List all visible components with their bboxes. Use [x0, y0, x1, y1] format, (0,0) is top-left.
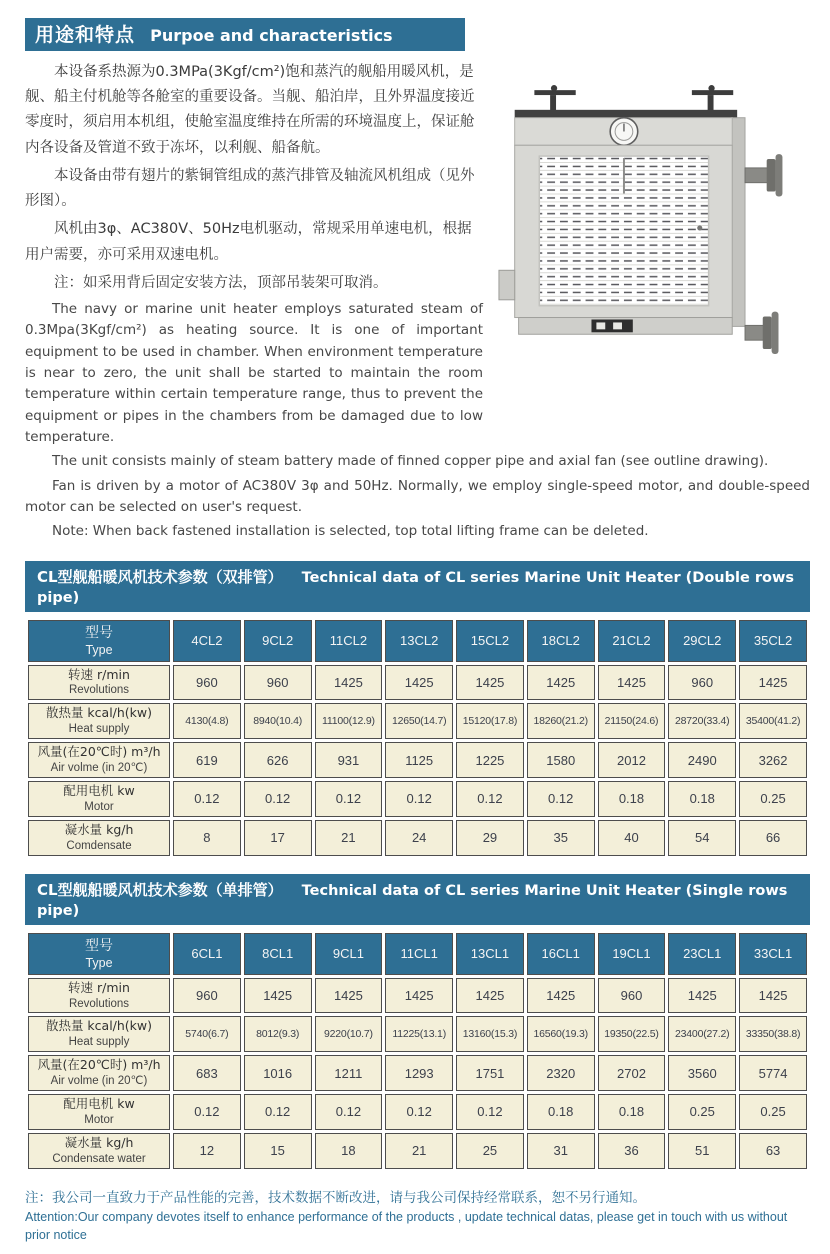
value-cell: 619: [173, 742, 241, 778]
value-cell: 1425: [456, 665, 524, 701]
value-cell: 0.12: [527, 781, 595, 817]
table-title-en: Technical data of CL series Marine Unit Heater (Double rows pipe): [37, 569, 794, 606]
value-cell: 2490: [668, 742, 736, 778]
model-header-cell: 6CL1: [173, 933, 241, 975]
value-cell: 960: [598, 978, 666, 1014]
value-cell: 28720(33.4): [668, 703, 736, 739]
value-cell: 0.25: [739, 781, 807, 817]
value-cell: 18260(21.2): [527, 703, 595, 739]
intro-paragraph-zh-4: 注：如采用背后固定安装方法，顶部吊装架可取消。: [54, 274, 388, 291]
value-cell: 8940(10.4): [244, 703, 312, 739]
type-header-zh: 型号: [85, 624, 113, 641]
value-cell: 12: [173, 1133, 241, 1169]
row-label-en: Motor: [84, 800, 114, 813]
value-cell: 0.12: [385, 1094, 453, 1130]
value-cell: 15120(17.8): [456, 703, 524, 739]
row-label-cell: [28, 703, 170, 739]
value-cell: 66: [739, 820, 807, 856]
footer-note-en: Attention:Our company devotes itself to enhance performance of the products , update technical datas, please get in touch with us without prior notice: [25, 1209, 788, 1243]
value-cell: 1225: [456, 742, 524, 778]
model-header-cell: 8CL1: [244, 933, 312, 975]
value-cell: 0.18: [668, 781, 736, 817]
value-cell: 25: [456, 1133, 524, 1169]
value-cell: 0.18: [598, 781, 666, 817]
value-cell: 1425: [527, 665, 595, 701]
value-cell: 63: [739, 1133, 807, 1169]
model-header-cell: 9CL1: [315, 933, 383, 975]
value-cell: 11225(13.1): [385, 1016, 453, 1052]
model-header-cell: 33CL1: [739, 933, 807, 975]
table-title-en: Technical data of CL series Marine Unit Heater (Single rows pipe): [37, 882, 788, 919]
value-cell: 1293: [385, 1055, 453, 1091]
value-cell: 29: [456, 820, 524, 856]
value-cell: 3262: [739, 742, 807, 778]
marine-unit-heater-drawing: [495, 60, 810, 390]
type-header-cell: [28, 620, 170, 662]
row-label-en: Heat supply: [68, 1036, 130, 1049]
row-label-en: Condensate water: [52, 1152, 146, 1165]
value-cell: 1425: [527, 978, 595, 1014]
value-cell: 36: [598, 1133, 666, 1169]
row-label-cell: [28, 820, 170, 856]
value-cell: 8012(9.3): [244, 1016, 312, 1052]
row-label-cell: [28, 1094, 170, 1130]
intro-paragraph-zh-3: 风机由3φ、AC380V、50Hz电机驱动，常规采用单速电机，根据用户需要，亦可采用双速电机。: [25, 221, 472, 263]
intro-paragraph-en-4: Note: When back fastened installation is selected, top total lifting frame can be deleted.: [52, 523, 649, 540]
value-cell: 15: [244, 1133, 312, 1169]
model-header-cell: 21CL2: [598, 620, 666, 662]
value-cell: 0.12: [385, 781, 453, 817]
page-title-zh: 用途和特点: [35, 24, 136, 46]
table-section-single-rows: [25, 874, 810, 1172]
spec-table-single-rows: [25, 930, 810, 1172]
value-cell: 0.12: [244, 1094, 312, 1130]
value-cell: 0.12: [456, 1094, 524, 1130]
value-cell: 1425: [598, 665, 666, 701]
footer-note-zh: 注：我公司一直致力于产品性能的完善，技术数据不断改进，请与我公司保持经常联系，恕不另行通知。: [25, 1189, 646, 1206]
value-cell: 21150(24.6): [598, 703, 666, 739]
intro-paragraph-en-3: Fan is driven by a motor of AC380V 3φ and 50Hz. Normally, we employ single-speed motor, and double-speed motor can be selected on user's request.: [25, 477, 810, 515]
table-title-single-rows: [25, 874, 810, 925]
model-header-cell: 19CL1: [598, 933, 666, 975]
value-cell: 1425: [244, 978, 312, 1014]
value-cell: 0.12: [456, 781, 524, 817]
intro-paragraph-zh-2: 本设备由带有翅片的紫铜管组成的蒸汽排管及轴流风机组成（见外形图）。: [25, 167, 475, 210]
row-label-zh: 凝水量 kg/h: [64, 1134, 134, 1150]
value-cell: 0.18: [598, 1094, 666, 1130]
row-label-zh: 转速 r/min: [68, 666, 130, 682]
type-header-cell: [28, 933, 170, 975]
value-cell: 0.25: [668, 1094, 736, 1130]
model-header-cell: 11CL2: [315, 620, 383, 662]
row-label-en: Comdensate: [66, 839, 132, 852]
row-label-en: Air volme (in 20℃): [50, 1075, 148, 1088]
row-label-cell: [28, 1055, 170, 1091]
value-cell: 3560: [668, 1055, 736, 1091]
row-label-zh: 配用电机 kw: [63, 783, 135, 799]
value-cell: 8: [173, 820, 241, 856]
value-cell: 0.12: [173, 1094, 241, 1130]
page-title-en: Purpoe and characteristics: [150, 26, 393, 45]
value-cell: 1425: [385, 978, 453, 1014]
value-cell: 1425: [456, 978, 524, 1014]
value-cell: 1425: [385, 665, 453, 701]
value-cell: 18: [315, 1133, 383, 1169]
value-cell: 1425: [739, 665, 807, 701]
model-header-cell: 29CL2: [668, 620, 736, 662]
model-header-cell: 16CL1: [527, 933, 595, 975]
value-cell: 31: [527, 1133, 595, 1169]
row-label-cell: [28, 665, 170, 701]
value-cell: 5740(6.7): [173, 1016, 241, 1052]
model-header-cell: 23CL1: [668, 933, 736, 975]
model-header-cell: 15CL2: [456, 620, 524, 662]
value-cell: 54: [668, 820, 736, 856]
row-label-en: Revolutions: [68, 684, 130, 697]
value-cell: 13160(15.3): [456, 1016, 524, 1052]
value-cell: 1425: [315, 665, 383, 701]
row-label-zh: 散热量 kcal/h(kw): [45, 705, 153, 721]
model-header-cell: 18CL2: [527, 620, 595, 662]
value-cell: 1211: [315, 1055, 383, 1091]
value-cell: 40: [598, 820, 666, 856]
intro-paragraph-en-1: The navy or marine unit heater employs saturated steam of 0.3Mpa(3Kgf/cm²) as heating source. It is one of important equipment to be used in chamber. When environment temperature is near to zero, the unit shall be started to maintain the room temperature within certain temperature range, thus to prevent the equipment or pipes in the chambers from be damaged due to low temperature.: [25, 300, 483, 445]
model-header-cell: 11CL1: [385, 933, 453, 975]
value-cell: 51: [668, 1133, 736, 1169]
row-label-zh: 散热量 kcal/h(kw): [45, 1018, 153, 1034]
value-cell: 33350(38.8): [739, 1016, 807, 1052]
value-cell: 17: [244, 820, 312, 856]
value-cell: 24: [385, 820, 453, 856]
row-label-zh: 风量(在20℃时) m³/h: [37, 1057, 161, 1073]
value-cell: 683: [173, 1055, 241, 1091]
intro-paragraph-zh-1: 本设备系热源为0.3MPa(3Kgf/cm²)饱和蒸汽的舰船用暖风机，是舰、船主付机舱等各舱室的重要设备。当舰、船泊岸，且外界温度接近零度时，须启用本机组，使舱室温度维持在所需的环境温度上，保证舱内各设备及管道不致于冻坏，以利舰、船备航。: [25, 64, 475, 156]
value-cell: 19350(22.5): [598, 1016, 666, 1052]
value-cell: 960: [173, 978, 241, 1014]
row-label-cell: [28, 781, 170, 817]
value-cell: 626: [244, 742, 312, 778]
model-header-cell: 35CL2: [739, 620, 807, 662]
table-title-zh: CL型舰船暖风机技术参数（双排管）: [37, 567, 283, 586]
row-label-zh: 风量(在20℃时) m³/h: [37, 744, 161, 760]
value-cell: 1580: [527, 742, 595, 778]
product-photo: [495, 60, 810, 402]
value-cell: 2012: [598, 742, 666, 778]
model-header-cell: 4CL2: [173, 620, 241, 662]
value-cell: 16560(19.3): [527, 1016, 595, 1052]
row-label-en: Heat supply: [68, 723, 130, 736]
row-label-cell: [28, 978, 170, 1014]
value-cell: 0.12: [244, 781, 312, 817]
type-header-en: Type: [85, 955, 113, 970]
value-cell: 5774: [739, 1055, 807, 1091]
value-cell: 21: [315, 820, 383, 856]
value-cell: 2320: [527, 1055, 595, 1091]
value-cell: 9220(10.7): [315, 1016, 383, 1052]
intro-paragraph-en-2: The unit consists mainly of steam battery made of finned copper pipe and axial fan (see outline drawing).: [52, 453, 769, 470]
value-cell: 23400(27.2): [668, 1016, 736, 1052]
row-label-en: Revolutions: [68, 997, 130, 1010]
value-cell: 0.25: [739, 1094, 807, 1130]
value-cell: 0.12: [173, 781, 241, 817]
value-cell: 1751: [456, 1055, 524, 1091]
value-cell: 1425: [668, 978, 736, 1014]
value-cell: 35: [527, 820, 595, 856]
value-cell: 0.12: [315, 1094, 383, 1130]
model-header-cell: 13CL1: [456, 933, 524, 975]
value-cell: 1425: [739, 978, 807, 1014]
row-label-zh: 配用电机 kw: [63, 1096, 135, 1112]
value-cell: 21: [385, 1133, 453, 1169]
table-section-double-rows: [25, 561, 810, 859]
value-cell: 960: [244, 665, 312, 701]
value-cell: 0.12: [315, 781, 383, 817]
row-label-en: Air volme (in 20℃): [50, 762, 148, 775]
model-header-cell: 13CL2: [385, 620, 453, 662]
value-cell: 1425: [315, 978, 383, 1014]
value-cell: 931: [315, 742, 383, 778]
page-title: [25, 18, 465, 51]
row-label-zh: 转速 r/min: [68, 979, 130, 995]
row-label-cell: [28, 742, 170, 778]
value-cell: 960: [668, 665, 736, 701]
value-cell: 1125: [385, 742, 453, 778]
value-cell: 960: [173, 665, 241, 701]
intro-section: [25, 60, 810, 546]
table-title-double-rows: [25, 561, 810, 612]
footer-note: [25, 1188, 810, 1245]
spec-table-double-rows: [25, 617, 810, 859]
value-cell: 2702: [598, 1055, 666, 1091]
value-cell: 35400(41.2): [739, 703, 807, 739]
type-header-en: Type: [85, 642, 113, 657]
row-label-zh: 凝水量 kg/h: [64, 821, 134, 837]
row-label-en: Motor: [84, 1113, 114, 1126]
value-cell: 1016: [244, 1055, 312, 1091]
value-cell: 0.18: [527, 1094, 595, 1130]
model-header-cell: 9CL2: [244, 620, 312, 662]
type-header-zh: 型号: [85, 937, 113, 954]
value-cell: 11100(12.9): [315, 703, 383, 739]
row-label-cell: [28, 1133, 170, 1169]
table-title-zh: CL型舰船暖风机技术参数（单排管）: [37, 880, 283, 899]
value-cell: 4130(4.8): [173, 703, 241, 739]
value-cell: 12650(14.7): [385, 703, 453, 739]
row-label-cell: [28, 1016, 170, 1052]
